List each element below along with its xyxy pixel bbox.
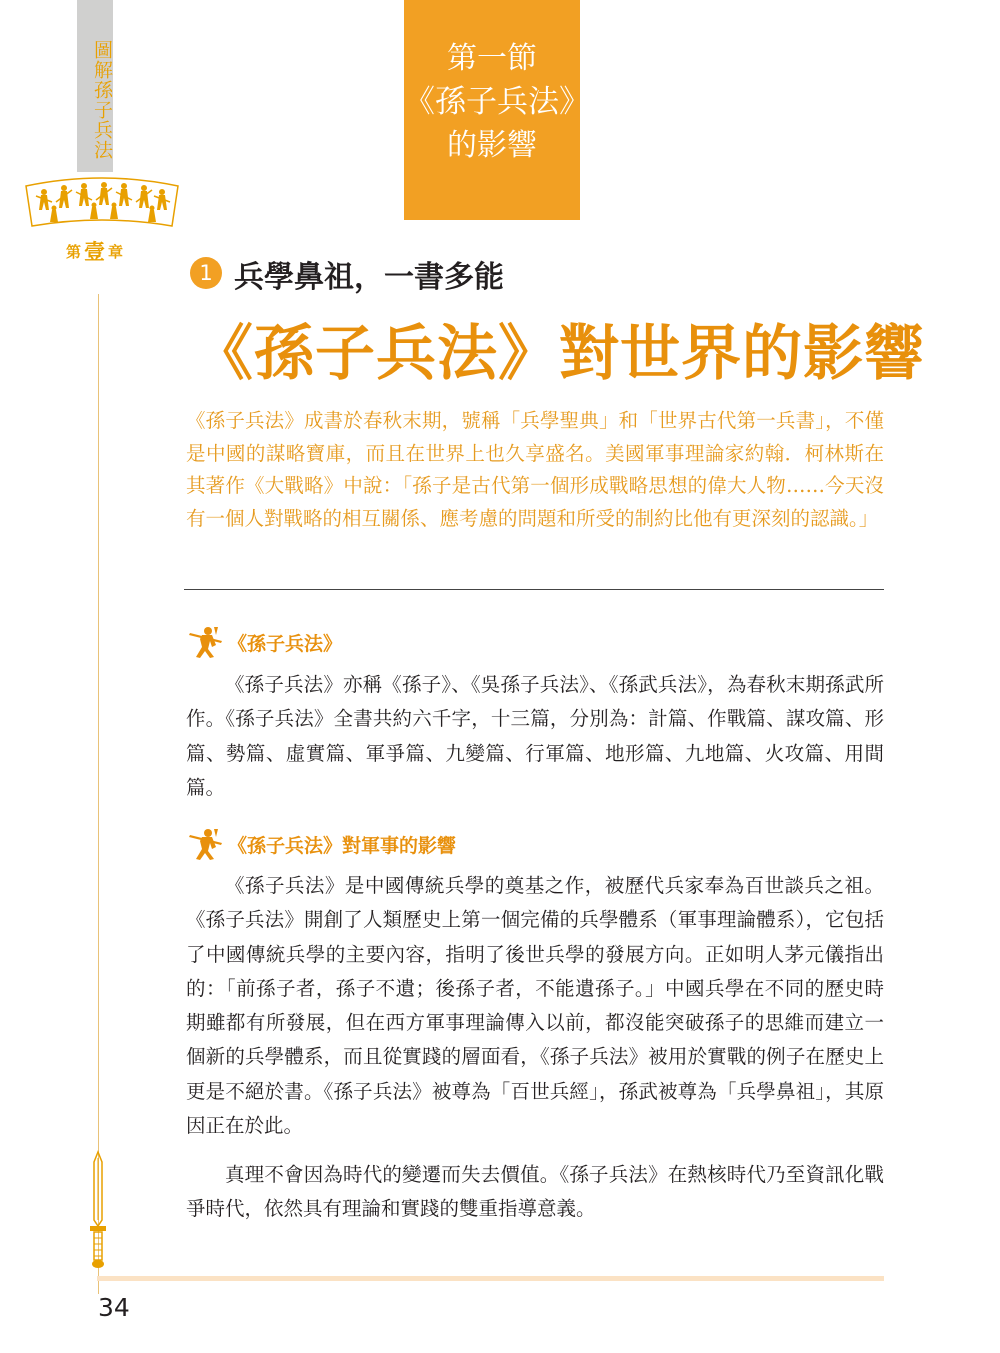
page-title: 《孫子兵法》對世界的影響 (193, 319, 925, 389)
chapter-prefix: 第 (66, 243, 83, 261)
section-title-book: 《孫子兵法》 (404, 84, 590, 120)
chapter-label (66, 236, 124, 266)
section-number: 第一節 (447, 41, 537, 76)
section-heading (188, 622, 342, 662)
warrior-icon (188, 625, 224, 659)
footer-rule (97, 1276, 884, 1281)
side-rule (98, 294, 99, 1294)
chapter-suffix: 章 (108, 243, 125, 261)
body-paragraph: 《孫子兵法》是中國傳統兵學的奠基之作，被歷代兵家奉為百世談兵之祖。《孫子兵法》開創了人類歷史上第一個完備的兵學體系（軍事理論體系），它包括了中國傳統兵學的主要內容，指明了後世兵學的發展方向。正如明人茅元儀指出的：「前孫子者，孫子不遺；後孫子者，不能遺孫子。」中國兵學在不同的歷史時期雖都有所發展，但在西方軍事理論傳入以前，都沒能突破孫子的思維而建立一個新的兵學體系，而且從實踐的層面看，《孫子兵法》被用於實戰的例子在歷史上更是不絕於書。《孫子兵法》被尊為「百世兵經」，孫武被尊為「兵學鼻祖」，其原因正在於此。 (186, 874, 884, 1138)
topic-number-badge: 1 (190, 257, 222, 289)
section-heading-label: 《孫子兵法》對軍事的影響 (228, 834, 457, 857)
warriors-illustration (22, 172, 182, 232)
chapter-number: 壹 (84, 240, 107, 264)
section-title-suffix: 的影響 (447, 128, 537, 163)
divider (184, 589, 884, 590)
section-heading-label: 《孫子兵法》 (228, 632, 343, 655)
sword-icon (88, 1150, 108, 1270)
section-box (404, 0, 590, 220)
body-paragraph: 真理不會因為時代的變遷而失去價值。《孫子兵法》在熱核時代乃至資訊化戰爭時代，依然具有理論和實踐的雙重指導意義。 (186, 1163, 884, 1221)
warrior-icon (188, 827, 224, 861)
body-paragraph: 《孫子兵法》亦稱《孫子》、《吳孫子兵法》、《孫武兵法》，為春秋末期孫武所作。《孫子兵法》全書共約六千字，十三篇，分別為：計篇、作戰篇、謀攻篇、形篇、勢篇、虛實篇、軍爭篇、九變篇、行軍篇、地形篇、九地篇、火攻篇、用間篇。 (186, 673, 884, 799)
page-number: 34 (98, 1293, 130, 1322)
topic-subtitle: 兵學鼻祖，一書多能 (234, 260, 504, 295)
book-title: 圖解孫子兵法 (91, 40, 113, 160)
section-heading (188, 824, 456, 864)
intro-paragraph: 《孫子兵法》成書於春秋末期，號稱「兵學聖典」和「世界古代第一兵書」，不僅是中國的謀略寶庫，而且在世界上也久享盛名。美國軍事理論家約翰．柯林斯在其著作《大戰略》中說：「孫子是古代第一個形成戰略思想的偉大人物……今天沒有一個人對戰略的相互關係、應考慮的問題和所受的制約比他有更深刻的認識。」 (186, 409, 884, 530)
